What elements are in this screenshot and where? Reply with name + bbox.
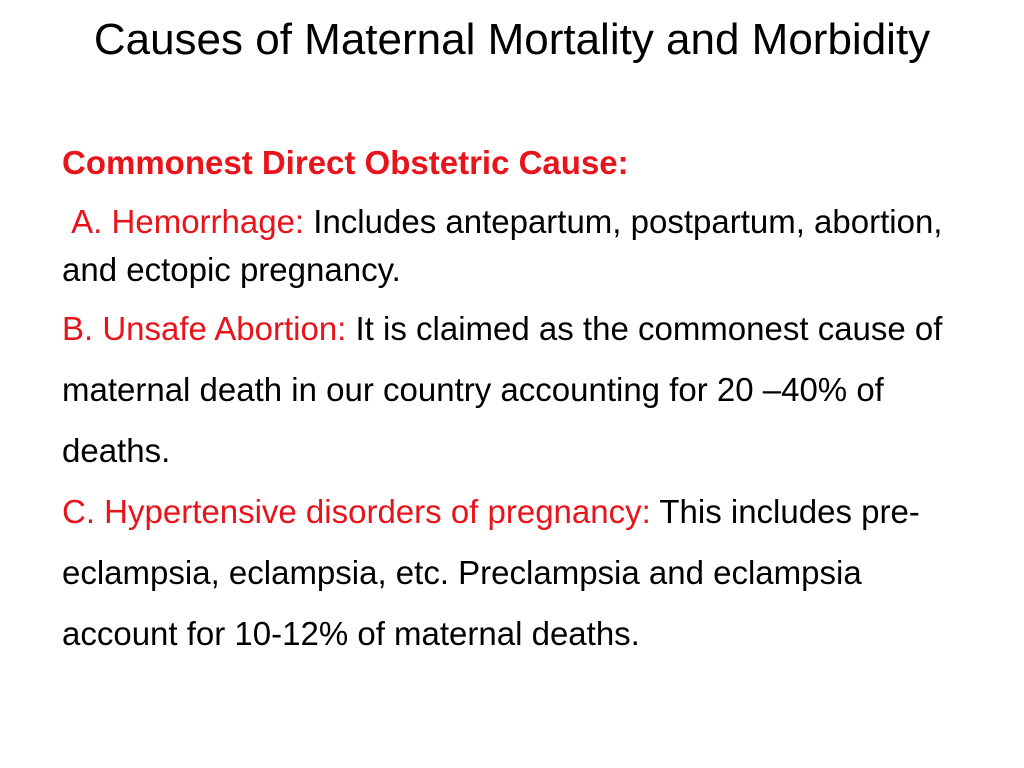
item-text: This includes pre-eclampsia, eclampsia, etc. Preclampsia and eclampsia account for 10-12% of maternal deaths. bbox=[62, 493, 920, 652]
item-hemorrhage bbox=[62, 198, 962, 294]
item-label: C. Hypertensive disorders of pregnancy: bbox=[62, 493, 651, 530]
slide-body bbox=[62, 140, 962, 664]
item-label: A. Hemorrhage: bbox=[71, 203, 305, 240]
section-heading: Commonest Direct Obstetric Cause: bbox=[62, 144, 629, 181]
item-text: It is claimed as the commonest cause of maternal death in our country accounting for 20 –40% of deaths. bbox=[62, 310, 943, 469]
slide-title: Causes of Maternal Mortality and Morbidity bbox=[93, 15, 931, 64]
item-unsafe-abortion bbox=[62, 298, 962, 481]
item-label: B. Unsafe Abortion: bbox=[62, 310, 347, 347]
item-text: Includes antepartum, postpartum, abortion, and ectopic pregnancy. bbox=[62, 203, 943, 288]
item-hypertensive-disorders bbox=[62, 481, 962, 664]
